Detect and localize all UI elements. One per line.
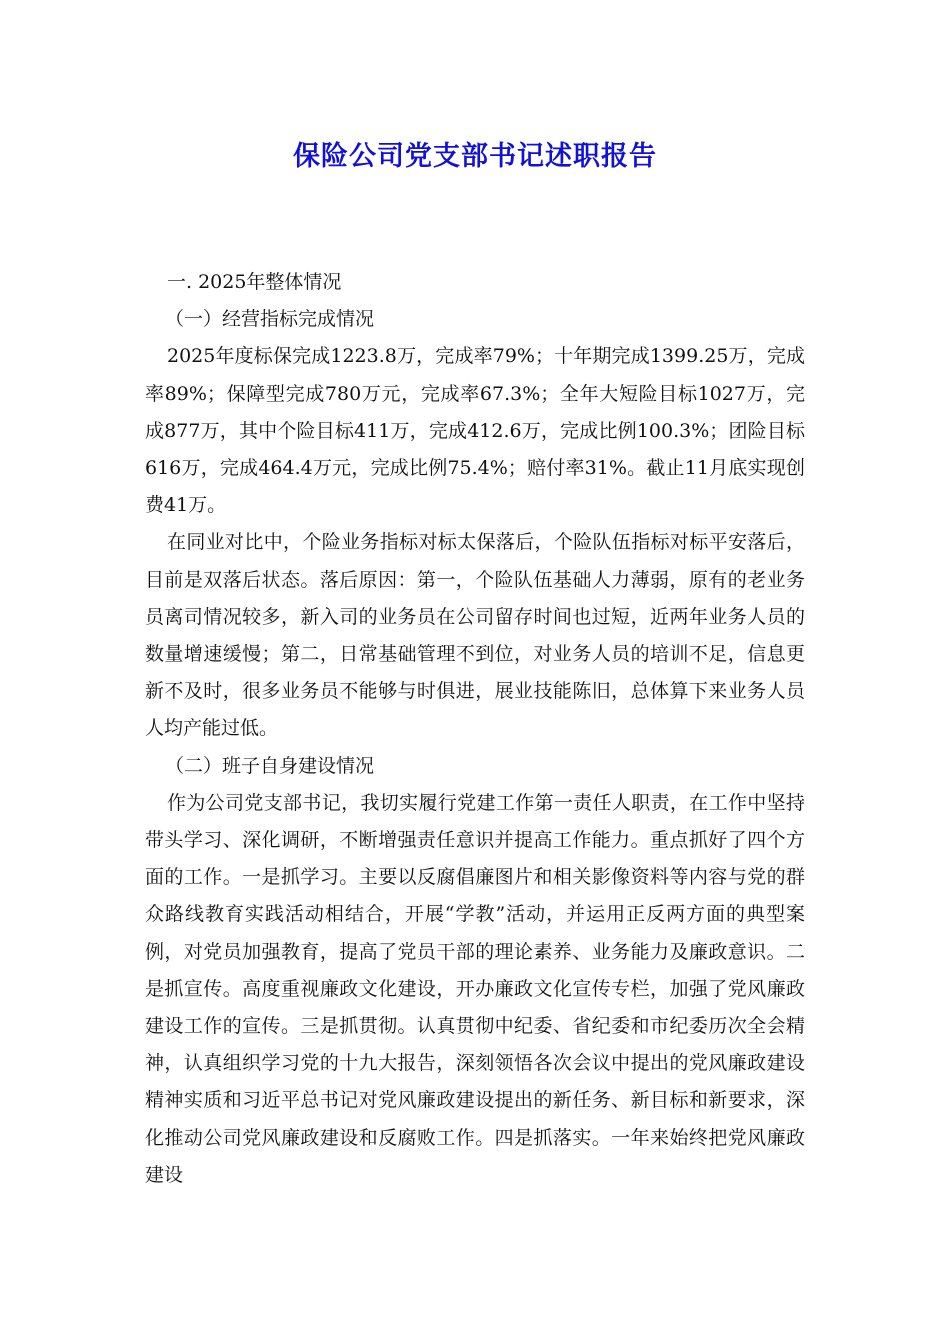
document-body bbox=[145, 264, 805, 1194]
subsection-heading-team-building: （二）班子自身建设情况 bbox=[165, 754, 375, 777]
document-title: 保险公司党支部书记述职报告 bbox=[293, 141, 657, 172]
subsection-heading-business-indicators: （一）经营指标完成情况 bbox=[165, 308, 375, 331]
paragraph-indicator-results: 2025年度标保完成1223.8万，完成率79%；十年期完成1399.25万，完成率89%；保障型完成780万元，完成率67.3%；全年大短险目标1027万，完成877万，其中个险目标411万，完成412.6万，完成比例100.3%；团险目标616万，完成464.4万元，完成比例75.4%；赔付率31%。截止11月底实现创费41万。 bbox=[145, 345, 805, 517]
paragraph-party-secretary-work: 作为公司党支部书记，我切实履行党建工作第一责任人职责，在工作中坚持带头学习、深化调研，不断增强责任意识并提高工作能力。重点抓好了四个方面的工作。一是抓学习。主要以反腐倡廉图片和相关影像资料等内容与党的群众路线教育实践活动相结合，开展“学教”活动，并运用正反两方面的典型案例，对党员加强教育，提高了党员干部的理论素养、业务能力及廉政意识。二是抓宣传。高度重视廉政文化建设，开办廉政文化宣传专栏，加强了党风廉政建设工作的宣传。三是抓贯彻。认真贯彻中纪委、省纪委和市纪委历次全会精神，认真组织学习党的十九大报告，深刻领悟各次会议中提出的党风廉政建设精神实质和习近平总书记对党风廉政建设提出的新任务、新目标和新要求，深化推动公司党风廉政建设和反腐败工作。四是抓落实。一年来始终把党风廉政建设 bbox=[145, 791, 805, 1186]
paragraph-peer-comparison: 在同业对比中，个险业务指标对标太保落后，个险队伍指标对标平安落后，目前是双落后状态。落后原因：第一，个险队伍基础人力薄弱，原有的老业务员离司情况较多，新入司的业务员在公司留存时间也过短，近两年业务人员的数量增速缓慢；第二，日常基础管理不到位，对业务人员的培训不足，信息更新不及时，很多业务员不能够与时俱进，展业技能陈旧，总体算下来业务人员人均产能过低。 bbox=[145, 531, 805, 740]
section-heading-overall: 一. 2025年整体情况 bbox=[167, 271, 342, 293]
